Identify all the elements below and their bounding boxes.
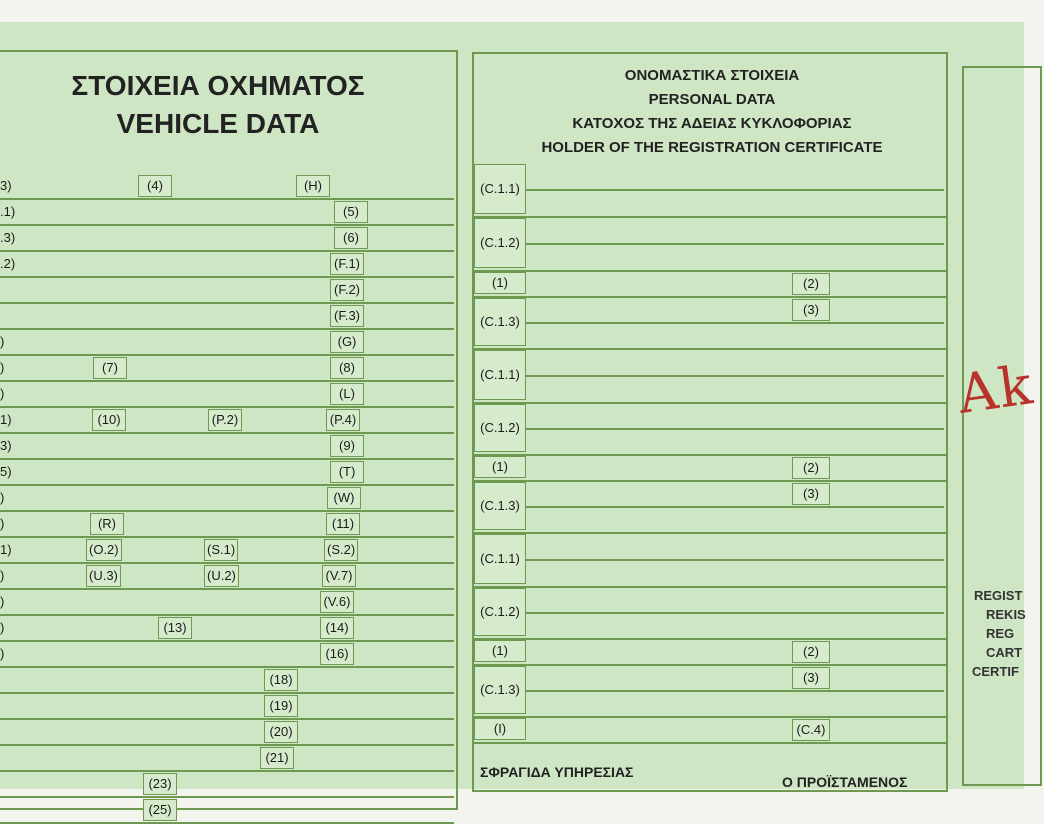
right-panel-line: REG — [986, 626, 1015, 641]
vehicle-field-code: (7) — [93, 357, 127, 379]
holder-row-inner-line — [526, 428, 944, 430]
vehicle-field-code: (5) — [334, 201, 368, 223]
holder-field-label: (1) — [474, 456, 526, 478]
vehicle-row-label: ) — [0, 620, 5, 635]
holder-field-code: (2) — [792, 273, 830, 295]
vehicle-field-code: (9) — [330, 435, 364, 457]
right-panel-line: REKIS — [986, 607, 1026, 622]
vehicle-row-label: ) — [0, 490, 5, 505]
holder-row-inner-line — [526, 322, 944, 324]
vehicle-field-code: (P.4) — [326, 409, 360, 431]
vehicle-field-code: (23) — [143, 773, 177, 795]
vehicle-row-label: 1) — [0, 412, 12, 427]
vehicle-row-line — [0, 250, 454, 252]
vehicle-row-line — [0, 692, 454, 694]
vehicle-field-code: (S.2) — [324, 539, 358, 561]
holder-field-code: (3) — [792, 667, 830, 689]
holder-title-gr: ΚΑΤΟΧΟΣ ΤΗΣ ΑΔΕΙΑΣ ΚΥΚΛΟΦΟΡΙΑΣ — [572, 115, 852, 132]
holder-row-line — [474, 716, 946, 718]
personal-title-en: PERSONAL DATA — [648, 91, 776, 108]
vehicle-row-label: ) — [0, 568, 5, 583]
holder-row-inner-line — [526, 690, 944, 692]
right-panel-line: CART — [986, 645, 1023, 660]
vehicle-row-line — [0, 562, 454, 564]
holder-row-line — [474, 296, 946, 298]
vehicle-row-line — [0, 458, 454, 460]
vehicle-row-line — [0, 354, 454, 356]
vehicle-row-line — [0, 718, 454, 720]
holder-field-label: (C.1.2) — [474, 588, 526, 636]
personal-title-gr: ΟΝΟΜΑΣΤΙΚΑ ΣΤΟΙΧΕΙΑ — [624, 67, 800, 84]
vehicle-field-code: (O.2) — [86, 539, 122, 561]
right-panel — [962, 66, 1042, 786]
vehicle-field-code: (10) — [92, 409, 126, 431]
holder-field-code: (3) — [792, 483, 830, 505]
holder-row-line — [474, 532, 946, 534]
holder-field-code: (2) — [792, 457, 830, 479]
vehicle-field-code: (V.7) — [322, 565, 356, 587]
vehicle-row-label: ) — [0, 516, 5, 531]
vehicle-field-code: (20) — [264, 721, 298, 743]
registration-certificate-page — [0, 22, 1038, 817]
holder-row-line — [474, 664, 946, 666]
holder-row-line — [474, 742, 946, 744]
holder-row-line — [474, 216, 946, 218]
holder-field-code: (2) — [792, 641, 830, 663]
vehicle-row-line — [0, 796, 454, 798]
holder-field-code: (C.4) — [792, 719, 830, 741]
vehicle-row-label: ) — [0, 334, 5, 349]
vehicle-field-code: (T) — [330, 461, 364, 483]
vehicle-row-line — [0, 380, 454, 382]
vehicle-row-line — [0, 328, 454, 330]
holder-row-line — [474, 638, 946, 640]
vehicle-row-label: 3) — [0, 178, 12, 193]
holder-field-label: (C.1.1) — [474, 350, 526, 400]
stamp-label: ΣΦΡΑΓΙΔΑ ΥΠΗΡΕΣΙΑΣ — [480, 764, 634, 780]
vehicle-row-line — [0, 588, 454, 590]
vehicle-row-label: ) — [0, 360, 5, 375]
vehicle-field-code: (F.2) — [330, 279, 364, 301]
vehicle-field-code: (R) — [90, 513, 124, 535]
holder-title-en: HOLDER OF THE REGISTRATION CERTIFICATE — [541, 139, 883, 156]
personal-data-panel — [472, 52, 948, 792]
vehicle-row-line — [0, 510, 454, 512]
holder-field-label: (1) — [474, 640, 526, 662]
holder-row-inner-line — [526, 506, 944, 508]
holder-field-label: (C.1.1) — [474, 534, 526, 584]
vehicle-field-code: (G) — [330, 331, 364, 353]
handwritten-annotation: Ak — [953, 353, 1038, 426]
holder-field-label: (1) — [474, 272, 526, 294]
vehicle-field-code: (21) — [260, 747, 294, 769]
holder-field-label: (C.1.3) — [474, 298, 526, 346]
vehicle-row-line — [0, 770, 454, 772]
vehicle-field-code: (U.2) — [204, 565, 239, 587]
vehicle-row-line — [0, 432, 454, 434]
holder-row-line — [474, 270, 946, 272]
vehicle-field-code: (U.3) — [86, 565, 121, 587]
vehicle-field-code: (P.2) — [208, 409, 242, 431]
vehicle-row-label: 1) — [0, 542, 12, 557]
vehicle-row-label: .2) — [0, 256, 16, 271]
vehicle-row-line — [0, 666, 454, 668]
vehicle-row-line — [0, 640, 454, 642]
holder-row-line — [474, 480, 946, 482]
holder-row-inner-line — [526, 243, 944, 245]
vehicle-row-line — [0, 406, 454, 408]
vehicle-field-code: (S.1) — [204, 539, 238, 561]
vehicle-row-line — [0, 276, 454, 278]
vehicle-field-code: (V.6) — [320, 591, 354, 613]
vehicle-row-label: 5) — [0, 464, 12, 479]
holder-field-label: (I) — [474, 718, 526, 740]
holder-row-inner-line — [526, 559, 944, 561]
vehicle-row-label: ) — [0, 646, 5, 661]
holder-row-line — [474, 454, 946, 456]
holder-row-inner-line — [526, 189, 944, 191]
vehicle-field-code: (16) — [320, 643, 354, 665]
holder-row-inner-line — [526, 612, 944, 614]
vehicle-row-label: .3) — [0, 230, 16, 245]
holder-row-line — [474, 402, 946, 404]
vehicle-field-code: (W) — [327, 487, 361, 509]
vehicle-row-line — [0, 484, 454, 486]
holder-field-label: (C.1.3) — [474, 666, 526, 714]
vehicle-field-code: (F.3) — [330, 305, 364, 327]
vehicle-row-line — [0, 198, 454, 200]
vehicle-row-label: ) — [0, 386, 5, 401]
holder-field-label: (C.1.2) — [474, 218, 526, 268]
vehicle-row-label: .1) — [0, 204, 16, 219]
vehicle-title-gr: ΣΤΟΙΧΕΙΑ ΟΧΗΜΑΤΟΣ — [71, 70, 365, 101]
vehicle-field-code: (11) — [326, 513, 360, 535]
holder-row-line — [474, 348, 946, 350]
vehicle-row-line — [0, 302, 454, 304]
vehicle-field-code: (13) — [158, 617, 192, 639]
holder-field-label: (C.1.3) — [474, 482, 526, 530]
vehicle-row-label: ) — [0, 594, 5, 609]
holder-row-line — [474, 586, 946, 588]
vehicle-field-code: (14) — [320, 617, 354, 639]
vehicle-field-code: (18) — [264, 669, 298, 691]
vehicle-field-code: (25) — [143, 799, 177, 821]
vehicle-field-code: (L) — [330, 383, 364, 405]
holder-row-inner-line — [526, 375, 944, 377]
vehicle-field-code: (F.1) — [330, 253, 364, 275]
vehicle-field-code: (4) — [138, 175, 172, 197]
holder-field-code: (3) — [792, 299, 830, 321]
vehicle-field-code: (H) — [296, 175, 330, 197]
vehicle-field-code: (6) — [334, 227, 368, 249]
holder-field-label: (C.1.2) — [474, 404, 526, 452]
vehicle-row-line — [0, 614, 454, 616]
vehicle-row-label: 3) — [0, 438, 12, 453]
vehicle-row-line — [0, 536, 454, 538]
vehicle-field-code: (8) — [330, 357, 364, 379]
vehicle-title-en: VEHICLE DATA — [116, 108, 320, 139]
vehicle-row-line — [0, 744, 454, 746]
holder-field-label: (C.1.1) — [474, 164, 526, 214]
vehicle-row-line — [0, 224, 454, 226]
vehicle-field-code: (19) — [264, 695, 298, 717]
right-panel-line: REGIST — [974, 588, 1023, 603]
vehicle-data-panel — [0, 50, 458, 817]
right-panel-line: CERTIF — [972, 664, 1019, 679]
chief-label: Ο ΠΡΟΪΣΤΑΜΕΝΟΣ — [782, 774, 908, 790]
